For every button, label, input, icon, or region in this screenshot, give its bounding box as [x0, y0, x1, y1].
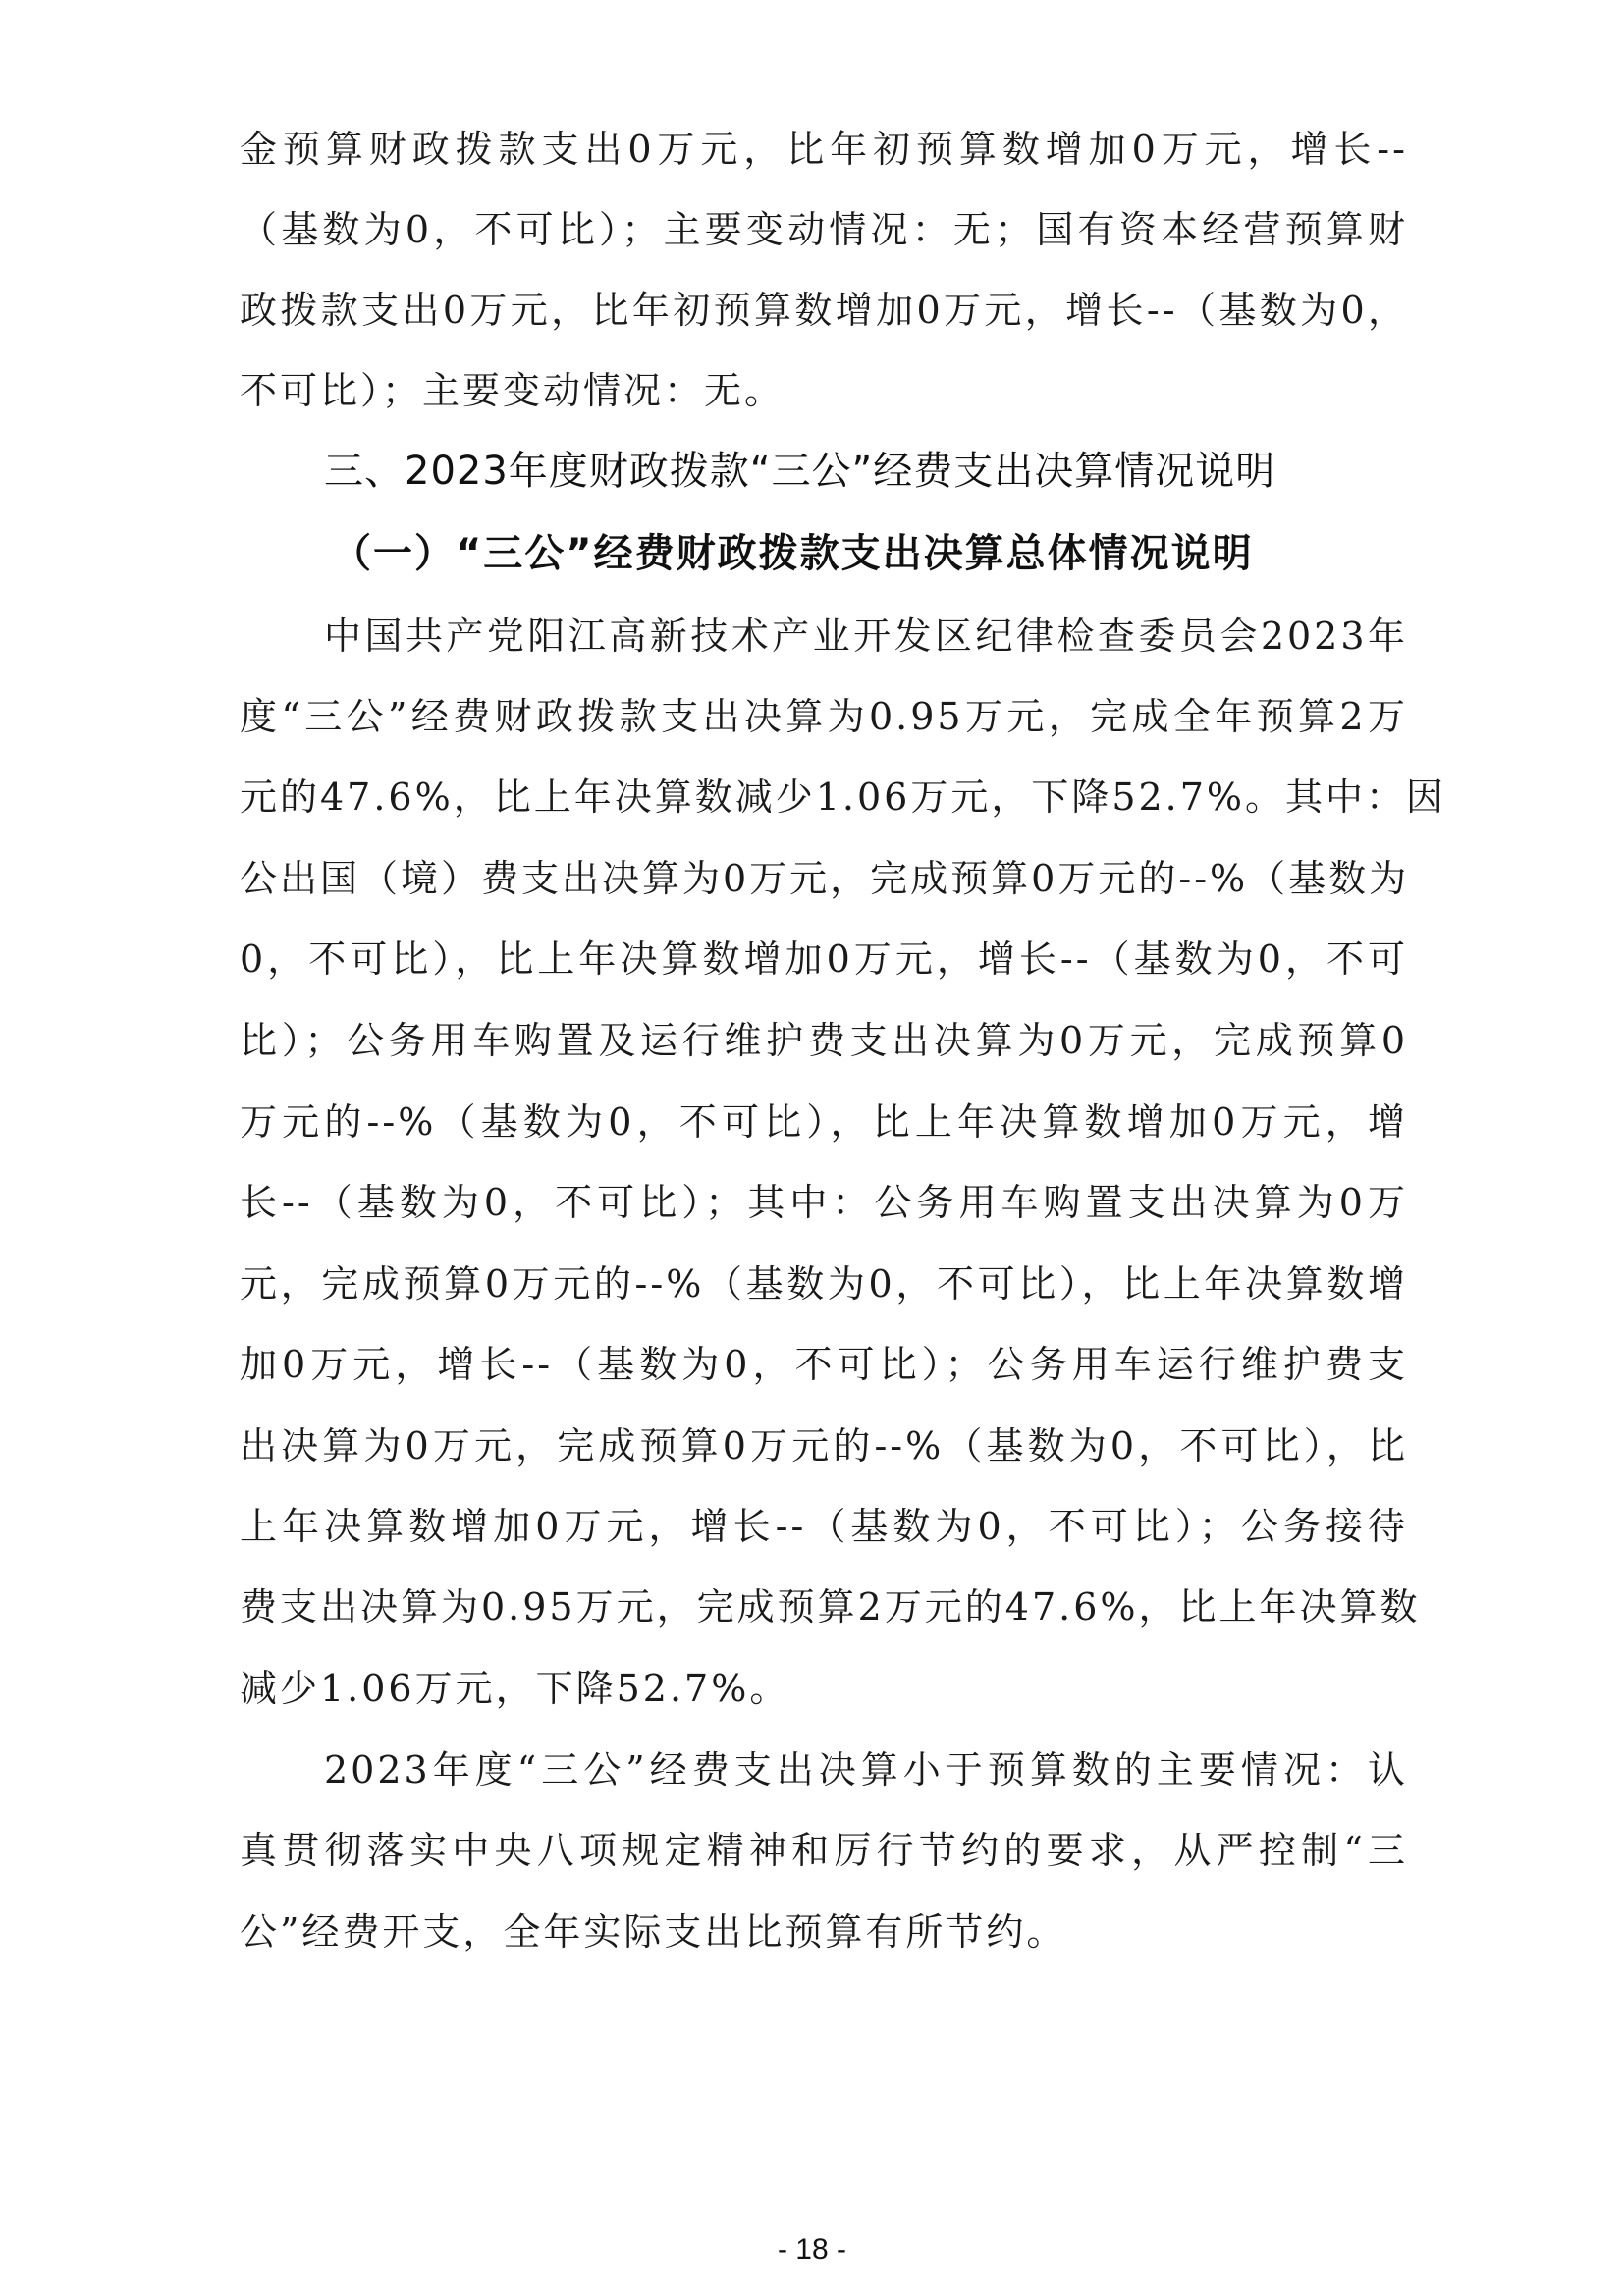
text-line: （基数为0，不可比）；主要变动情况：无；国有资本经营预算财 — [240, 208, 1408, 251]
text-line: 不可比）；主要变动情况：无。 — [240, 369, 785, 412]
text-line: 中国共产党阳江高新技术产业开发区纪律检查委员会2023年 — [324, 614, 1408, 658]
page-number: - 18 - — [777, 2233, 847, 2266]
text-line: 比）；公务用车购置及运行维护费支出决算为0万元，完成预算0 — [240, 1019, 1408, 1062]
text-line: 长--（基数为0，不可比）；其中：公务用车购置支出决算为0万 — [240, 1181, 1408, 1224]
text-line: 万元的--%（基数为0，不可比），比上年决算数增加0万元，增 — [240, 1100, 1408, 1144]
text-line: 度“三公”经费财政拨款支出决算为0.95万元，完成全年预算2万 — [240, 695, 1408, 738]
text-line: 加0万元，增长--（基数为0，不可比）；公务用车运行维护费支 — [240, 1343, 1408, 1386]
text-line: 0，不可比），比上年决算数增加0万元，增长--（基数为0，不可 — [240, 937, 1408, 981]
text-line: 上年决算数增加0万元，增长--（基数为0，不可比）；公务接待 — [240, 1505, 1408, 1548]
text-line: 费支出决算为0.95万元，完成预算2万元的47.6%，比上年决算数 — [240, 1585, 1421, 1629]
text-line: 公出国（境）费支出决算为0万元，完成预算0万元的--%（基数为 — [240, 857, 1410, 900]
text-line: 元的47.6%，比上年决算数减少1.06万元，下降52.7%。其中：因 — [240, 775, 1447, 819]
text-line: 真贯彻落实中央八项规定精神和厉行节约的要求，从严控制“三 — [240, 1829, 1408, 1872]
text-line: 政拨款支出0万元，比年初预算数增加0万元，增长--（基数为0， — [240, 289, 1408, 332]
text-line: 金预算财政拨款支出0万元，比年初预算数增加0万元，增长-- — [240, 128, 1408, 171]
text-line: 减少1.06万元，下降52.7%。 — [240, 1667, 790, 1710]
text-line: 元，完成预算0万元的--%（基数为0，不可比），比上年决算数增 — [240, 1262, 1408, 1306]
section-heading: 三、2023年度财政拨款“三公”经费支出决算情况说明 — [324, 449, 1276, 494]
text-line: 公”经费开支，全年实际支出比预算有所节约。 — [240, 1910, 1067, 1953]
text-line: 2023年度“三公”经费支出决算小于预算数的主要情况：认 — [324, 1748, 1408, 1791]
subsection-heading: （一）“三公”经费财政拨款支出决算总体情况说明 — [332, 531, 1254, 576]
text-line: 出决算为0万元，完成预算0万元的--%（基数为0，不可比），比 — [240, 1424, 1408, 1468]
